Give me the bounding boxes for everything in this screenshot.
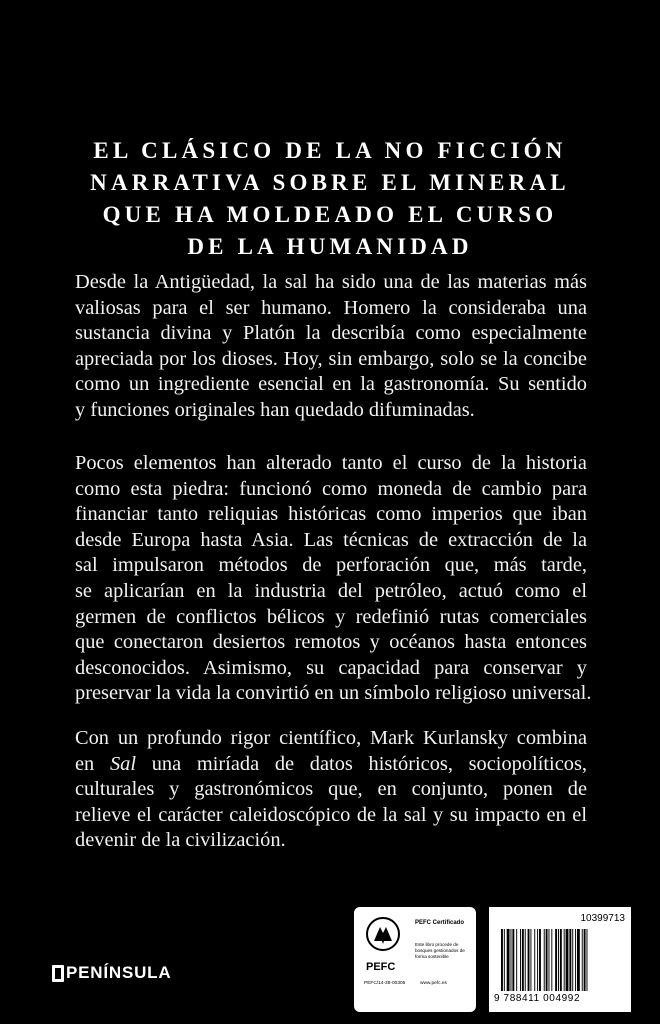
- text-line: preservar la vida la convirtió en un símbolo religioso universal.: [75, 682, 592, 705]
- text-line: sal impulsaron métodos de perforación que, más tarde,: [75, 554, 587, 577]
- publisher-logo: [52, 963, 171, 983]
- headline-line: NARRATIVA SOBRE EL MINERAL: [90, 170, 570, 195]
- barcode-bar: [572, 929, 573, 991]
- barcode-bar: [512, 929, 514, 991]
- pefc-url: www.pefc.es: [420, 981, 447, 986]
- text-line: se aplicarían en la industria del petróleo, actuó como el: [75, 579, 587, 602]
- text-fragment: una miríada de datos históricos, sociopolíticos,: [136, 752, 587, 775]
- text-line: apreciada por los dioses. Hoy, sin embargo, solo se la concibe: [75, 347, 587, 370]
- pefc-certified-text: PEFC Certificado: [415, 920, 465, 926]
- barcode-bar: [551, 929, 552, 991]
- text-fragment: en: [75, 752, 110, 775]
- headline: [40, 135, 620, 263]
- barcode-bar: [546, 929, 548, 991]
- text-line: [75, 752, 587, 778]
- barcode-bar: [525, 929, 526, 991]
- barcode-bar: [584, 929, 586, 991]
- barcode-bar: [504, 929, 505, 991]
- text-line: como un ingrediente esencial en la gastronomía. Su sentido: [75, 373, 587, 396]
- barcode-bar: [511, 929, 512, 991]
- text-line: germen de conflictos bélicos y redefinió rutas comerciales: [75, 605, 587, 628]
- barcode-bar: [558, 929, 559, 991]
- pefc-certification-label: [354, 907, 476, 1012]
- barcode-bar: [575, 929, 576, 991]
- text-line: valiosas para el ser humano. Homero la consideraba una: [75, 296, 587, 319]
- isbn-barcode: [489, 907, 631, 1012]
- barcode-bar: [577, 929, 580, 991]
- pefc-brand: PEFC: [366, 961, 396, 973]
- barcode-bars-icon: [501, 929, 619, 991]
- text-line: Con un profundo rigor científico, Mark Kurlansky combina: [75, 727, 587, 749]
- barcode-bar: [560, 929, 562, 991]
- text-line: financiar tanto reliquias históricas como imperios que iban: [75, 503, 587, 526]
- barcode-bar: [516, 929, 517, 991]
- headline-line: DE LA HUMANIDAD: [187, 234, 473, 259]
- publisher-name: PENÍNSULA: [66, 963, 172, 982]
- publisher-mark-icon: [52, 965, 64, 982]
- barcode-bar: [530, 929, 531, 991]
- barcode-bar: [501, 929, 503, 991]
- isbn-number: 9 788411 004992: [494, 993, 581, 1004]
- text-line: que conectaron desiertos remotos y océanos hasta entonces: [75, 631, 587, 654]
- synopsis-paragraph-2: [75, 451, 592, 707]
- text-line: Desde la Antigüedad, la sal ha sido una de las materias más: [75, 271, 587, 293]
- text-line: devenir de la civilización.: [75, 829, 286, 852]
- text-line: como esta piedra: funcionó como moneda de cambio para: [75, 477, 587, 500]
- barcode-bar: [566, 929, 569, 991]
- text-line: Pocos elementos han alterado tanto el curso de la historia: [75, 452, 587, 474]
- text-line: sustancia divina y Platón la describía como especialmente: [75, 322, 587, 345]
- barcode-bar: [534, 929, 535, 991]
- headline-line: QUE HA MOLDEADO EL CURSO: [102, 202, 558, 227]
- barcode-bar: [528, 929, 530, 991]
- barcode-bar: [582, 929, 583, 991]
- pefc-description: Este libro procede de bosques gestionados de forma sostenible: [415, 942, 465, 959]
- barcode-bar: [555, 929, 557, 991]
- synopsis-paragraph-1: [75, 270, 587, 424]
- barcode-top-number: 10399713: [580, 913, 625, 924]
- barcode-bar: [522, 929, 524, 991]
- barcode-bar: [544, 929, 545, 991]
- text-line: relieve el carácter caleidoscópico de la sal y su impacto en el: [75, 803, 587, 826]
- pefc-code: PEFC/14-38-00305: [364, 981, 406, 986]
- barcode-bar: [587, 929, 588, 991]
- text-line: desconocidos. Asimismo, su capacidad para conservar y: [75, 656, 587, 679]
- headline-line: EL CLÁSICO DE LA NO FICCIÓN: [93, 138, 567, 163]
- barcode-bar: [564, 929, 565, 991]
- pefc-tree-icon: [371, 923, 395, 945]
- book-title-italic: Sal: [109, 752, 137, 775]
- barcode-bar: [549, 929, 550, 991]
- barcode-bar: [507, 929, 510, 991]
- barcode-bar: [520, 929, 521, 991]
- text-line: y funciones originales han quedado difuminadas.: [75, 398, 475, 421]
- synopsis-paragraph-3: [75, 726, 587, 854]
- barcode-bar: [569, 929, 571, 991]
- text-line: culturales y gastronómicos que, en conjunto, ponen de: [75, 778, 587, 801]
- text-line: desde Europa hasta Asia. Las técnicas de extracción de la: [75, 528, 587, 551]
- barcode-bar: [537, 929, 538, 991]
- barcode-bar: [539, 929, 541, 991]
